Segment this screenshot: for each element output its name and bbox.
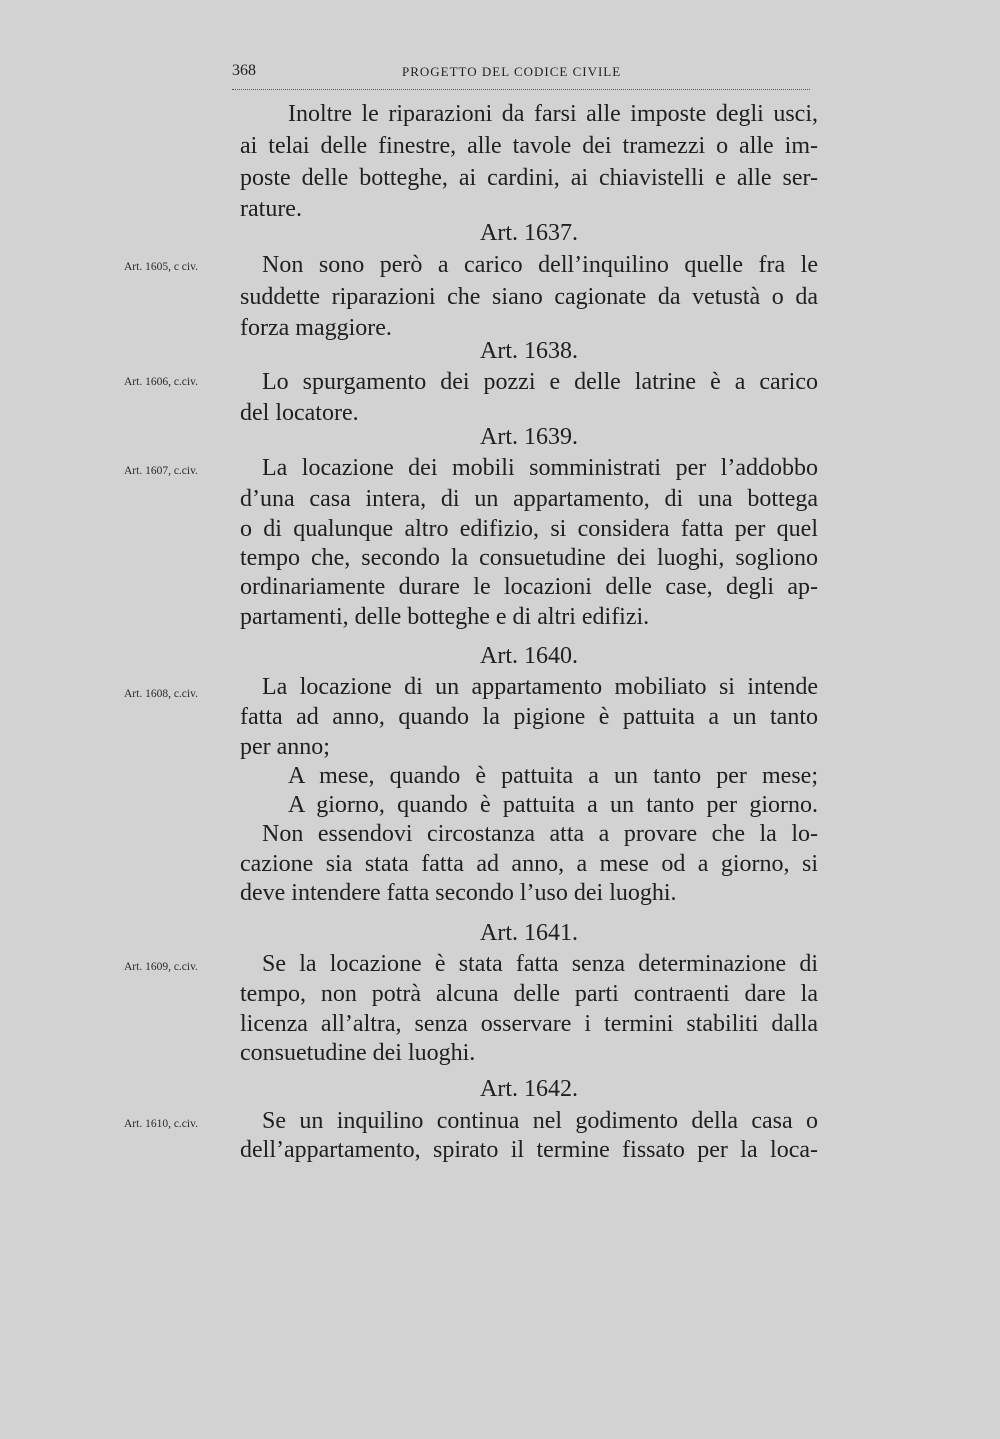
article-heading: Art. 1638.	[480, 338, 578, 364]
margin-reference: Art. 1610, c.civ.	[124, 1118, 198, 1130]
article-heading: Art. 1640.	[480, 643, 578, 669]
text-line: La locazione dei mobili somministrati per l’addobbo	[262, 455, 818, 481]
text-line: La locazione di un appartamento mobiliato si intende	[262, 674, 818, 700]
page-header	[232, 62, 812, 94]
margin-reference: Art. 1605, c civ.	[124, 261, 198, 273]
article-heading: Art. 1637.	[480, 220, 578, 246]
text-line: A mese, quando è pattuita a un tanto per mese;	[288, 763, 818, 789]
text-line: Inoltre le riparazioni da farsi alle imposte degli usci,	[288, 101, 818, 127]
text-line: ai telai delle finestre, alle tavole dei tramezzi o alle im-	[240, 133, 818, 159]
text-line: rature.	[240, 196, 302, 222]
page-number: 368	[232, 62, 256, 79]
margin-reference: Art. 1608, c.civ.	[124, 688, 198, 700]
text-line: tempo che, secondo la consuetudine dei luoghi, sogliono	[240, 545, 818, 571]
text-line: partamenti, delle botteghe e di altri edifizi.	[240, 604, 650, 630]
running-title: PROGETTO DEL CODICE CIVILE	[402, 64, 622, 79]
article-heading: Art. 1642.	[480, 1076, 578, 1102]
margin-reference: Art. 1606, c.civ.	[124, 376, 198, 388]
text-line: consuetudine dei luoghi.	[240, 1040, 476, 1066]
text-line: tempo, non potrà alcuna delle parti contraenti dare la	[240, 981, 818, 1007]
text-line: ordinariamente durare le locazioni delle case, degli ap-	[240, 574, 818, 600]
text-line: forza maggiore.	[240, 315, 392, 341]
text-line: o di qualunque altro edifizio, si considera fatta per quel	[240, 516, 818, 542]
margin-reference: Art. 1607, c.civ.	[124, 465, 198, 477]
text-line: d’una casa intera, di un appartamento, di una bottega	[240, 486, 818, 512]
text-line: fatta ad anno, quando la pigione è pattuita a un tanto	[240, 704, 818, 730]
text-line: Lo spurgamento dei pozzi e delle latrine è a carico	[262, 369, 818, 395]
text-line: A giorno, quando è pattuita a un tanto per giorno.	[288, 792, 818, 818]
text-line: suddette riparazioni che siano cagionate da vetustà o da	[240, 284, 818, 310]
margin-reference: Art. 1609, c.civ.	[124, 961, 198, 973]
article-heading: Art. 1639.	[480, 424, 578, 450]
text-line: Se un inquilino continua nel godimento della casa o	[262, 1108, 818, 1134]
text-line: deve intendere fatta secondo l’uso dei luoghi.	[240, 880, 677, 906]
text-line: per anno;	[240, 734, 330, 760]
text-line: cazione sia stata fatta ad anno, a mese od a giorno, si	[240, 851, 818, 877]
text-line: licenza all’altra, senza osservare i termini stabiliti dalla	[240, 1011, 818, 1037]
text-line: Non essendovi circostanza atta a provare che la lo-	[262, 821, 818, 847]
text-line: Non sono però a carico dell’inquilino quelle fra le	[262, 252, 818, 278]
text-line: poste delle botteghe, ai cardini, ai chiavistelli e alle ser-	[240, 165, 818, 191]
text-line: Se la locazione è stata fatta senza determinazione di	[262, 951, 818, 977]
header-rule	[232, 89, 810, 90]
article-heading: Art. 1641.	[480, 920, 578, 946]
text-line: dell’appartamento, spirato il termine fissato per la loca-	[240, 1137, 818, 1163]
text-line: del locatore.	[240, 400, 359, 426]
